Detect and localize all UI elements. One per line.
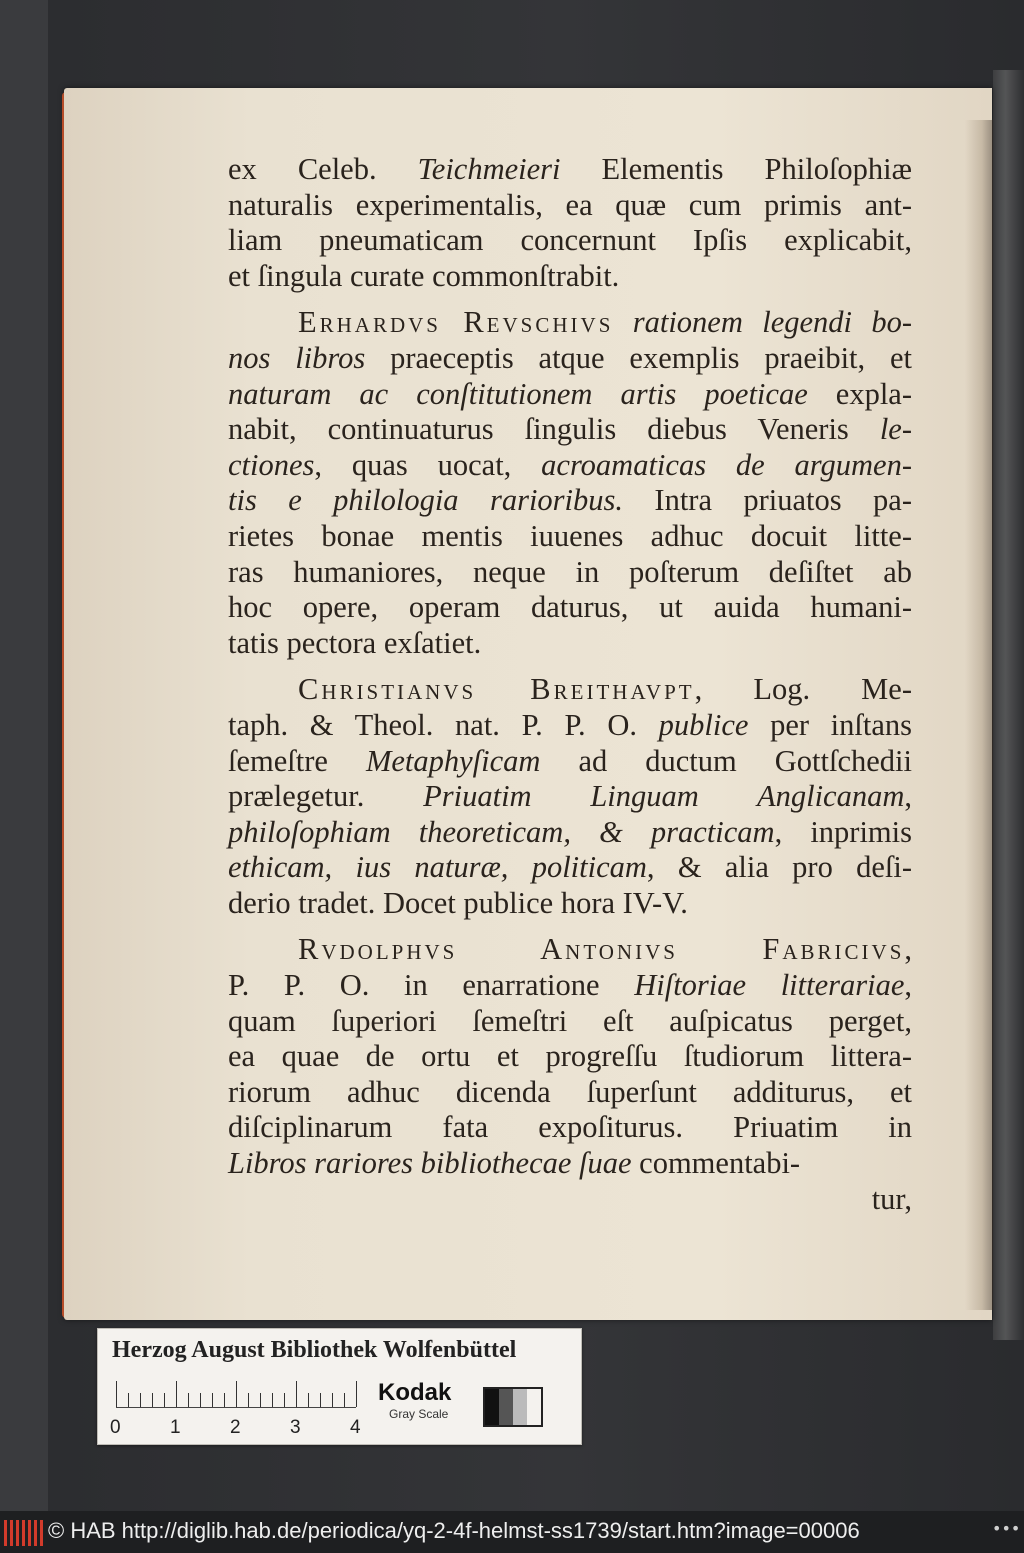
text-run: publice: [658, 707, 749, 742]
text-run: riorum adhuc dicenda ſuperſunt additurus, et: [228, 1074, 912, 1109]
text-line: [228, 744, 912, 780]
ruler-tick: [128, 1393, 129, 1407]
text-line: [228, 672, 912, 708]
text-run: , Log. Me-: [694, 672, 912, 707]
text-run: Rvdolphvs Antonivs Fabricivs: [298, 932, 905, 967]
text-run: , quas uocat,: [314, 447, 542, 482]
ruler-tick: [236, 1381, 237, 1407]
text-line: [228, 483, 912, 519]
text-line: [228, 519, 912, 555]
text-run: tis e philologia rarioribus.: [228, 483, 624, 518]
text-run: philoſophiam theoreticam, & practicam: [228, 814, 775, 849]
text-run: prælegetur.: [228, 779, 424, 814]
text-line: [228, 1039, 912, 1075]
text-line: [228, 626, 912, 662]
text-run: nos libros: [228, 340, 366, 375]
text-run: taph. & Theol. nat. P. P. O.: [228, 707, 659, 742]
ruler-tick: [224, 1393, 225, 1407]
text-line: [228, 779, 912, 815]
text-line: [228, 555, 912, 591]
text-run: et ſingula curate commonſtrabit.: [228, 258, 620, 293]
scan-left-edge: [0, 0, 48, 1553]
scale-number: 1: [170, 1417, 181, 1438]
text-line: [228, 259, 912, 295]
text-run: rietes bonae mentis iuuenes adhuc docuit litte-: [228, 518, 912, 553]
text-line: [228, 223, 912, 259]
text-run: le-: [879, 412, 912, 447]
page-text: [228, 152, 912, 1217]
text-run: ea quae de ortu et progreſſu ſtudiorum littera-: [228, 1039, 912, 1074]
text-run: Elementis Philoſophiæ: [560, 152, 912, 186]
text-line: [228, 341, 912, 377]
text-run: Metaphyſicam: [365, 743, 541, 778]
copyright-url-text: © HAB http://diglib.hab.de/periodica/yq-2-4f-helmst-ss1739/start.htm?image=00006: [48, 1518, 860, 1543]
text-line: [228, 1110, 912, 1146]
text-line: [228, 850, 912, 886]
book-spine: [993, 70, 1024, 1340]
ruler-tick: [116, 1381, 117, 1407]
ruler-tick: [140, 1393, 141, 1407]
text-line: [228, 590, 912, 626]
ellipsis-icon[interactable]: •••: [992, 1519, 1021, 1538]
paragraph-gap: [228, 294, 912, 305]
text-run: ras humaniores, neque in poſterum deſiſtet ab: [228, 554, 912, 589]
ruler-tick: [272, 1393, 273, 1407]
text-run: , inprimis: [774, 814, 912, 849]
text-line: [228, 305, 912, 341]
text-run: acroamaticas de argumen-: [541, 447, 912, 482]
page-gutter-shadow: [965, 120, 993, 1310]
ruler-tick: [200, 1393, 201, 1407]
text-run: Hiſtoriae litterariae: [634, 968, 905, 1003]
text-line: [228, 412, 912, 448]
text-run: ,: [904, 779, 912, 814]
text-run: per inſtans: [748, 707, 912, 742]
text-line: [228, 932, 912, 968]
ruler-tick: [176, 1381, 177, 1407]
text-run: Teichmeieri: [417, 152, 561, 186]
ruler-tick: [284, 1393, 285, 1407]
ruler-tick: [344, 1393, 345, 1407]
text-run: ethicam, ius naturæ, politicam: [228, 850, 647, 885]
text-run: ex Celeb.: [228, 152, 418, 186]
text-run: liam pneumaticam concernunt Ipſis explicabit,: [228, 223, 912, 258]
text-run: derio tradet. Docet publice hora IV-V.: [228, 885, 688, 920]
text-line: [228, 152, 912, 188]
scale-number: 3: [290, 1417, 301, 1438]
gray-swatch: [485, 1389, 499, 1425]
text-run: ſemeſtre: [228, 743, 366, 778]
scale-number: 4: [350, 1417, 361, 1438]
scale-numbers: [110, 1417, 370, 1441]
ruler-tick: [212, 1393, 213, 1407]
text-run: [613, 305, 632, 339]
text-run: Christianvs Breithavpt: [298, 672, 695, 707]
color-calibration-card: [97, 1328, 582, 1445]
text-line: [228, 448, 912, 484]
text-run: P. P. O. in enarratione: [228, 968, 635, 1003]
text-run: ad ductum Gottſchedii: [540, 743, 912, 778]
text-run: tatis pectora exſatiet.: [228, 625, 482, 660]
scale-number: 2: [230, 1417, 241, 1438]
gray-swatch: [499, 1389, 513, 1425]
text-run: hoc opere, operam daturus, ut auida humani-: [228, 590, 912, 625]
paragraph-gap: [228, 921, 912, 932]
text-run: Erhardvs Revschivs: [298, 305, 614, 340]
hab-logo-icon: [4, 1520, 44, 1546]
gray-swatch: [527, 1389, 541, 1425]
text-run: , & alia pro deſi-: [646, 850, 913, 885]
text-run: Libros rariores bibliothecae ſuae: [228, 1146, 632, 1181]
ruler-tick: [248, 1393, 249, 1407]
ruler-tick: [332, 1393, 333, 1407]
ruler-tick: [356, 1381, 357, 1407]
ruler-tick: [152, 1393, 153, 1407]
text-run: naturalis experimentalis, ea quæ cum primis ant-: [228, 187, 912, 222]
scale-ruler: [116, 1379, 356, 1409]
text-run: nabit, continuaturus ſingulis diebus Veneris: [228, 412, 880, 447]
card-title: Herzog August Bibliothek Wolfenbüttel: [112, 1337, 517, 1363]
paragraph-gap: [228, 661, 912, 672]
text-run: rationem legendi bo-: [632, 305, 913, 340]
gray-scale-swatches: [483, 1387, 543, 1427]
text-line: [228, 1146, 912, 1182]
text-line: [228, 708, 912, 744]
text-line: [228, 188, 912, 224]
text-line: [228, 377, 912, 413]
text-run: ,: [904, 968, 913, 1003]
text-run: Intra priuatos pa-: [623, 483, 912, 518]
text-run: diſciplinarum fata expoſiturus. Priuatim in: [228, 1110, 912, 1145]
text-line: [228, 1004, 912, 1040]
text-run: naturam ac conſtitutionem artis poeticae: [228, 376, 808, 411]
ruler-tick: [308, 1393, 309, 1407]
text-run: Priuatim Linguam Anglicanam: [423, 779, 905, 814]
ruler-tick: [164, 1393, 165, 1407]
ruler-tick: [188, 1393, 189, 1407]
catchword: tur,: [871, 1181, 912, 1216]
ruler-tick: [296, 1381, 297, 1407]
text-run: praeceptis atque exemplis praeibit, et: [365, 340, 912, 375]
text-run: quam ſuperiori ſemeſtri eſt auſpicatus perget,: [228, 1003, 912, 1038]
kodak-gray-scale-label: Gray Scale: [389, 1407, 449, 1421]
gray-swatch: [513, 1389, 527, 1425]
scale-number: 0: [110, 1417, 121, 1438]
ruler-baseline: [116, 1407, 356, 1408]
kodak-brand: Kodak: [378, 1379, 452, 1406]
text-run: ,: [904, 932, 912, 967]
text-run: ctiones: [228, 447, 315, 482]
text-run: expla-: [807, 376, 912, 411]
text-line: [228, 968, 912, 1004]
text-line: [228, 815, 912, 851]
text-line: [228, 886, 912, 922]
ruler-tick: [320, 1393, 321, 1407]
ruler-tick: [260, 1393, 261, 1407]
text-run: commentabi-: [631, 1146, 801, 1181]
text-line: [228, 1075, 912, 1111]
